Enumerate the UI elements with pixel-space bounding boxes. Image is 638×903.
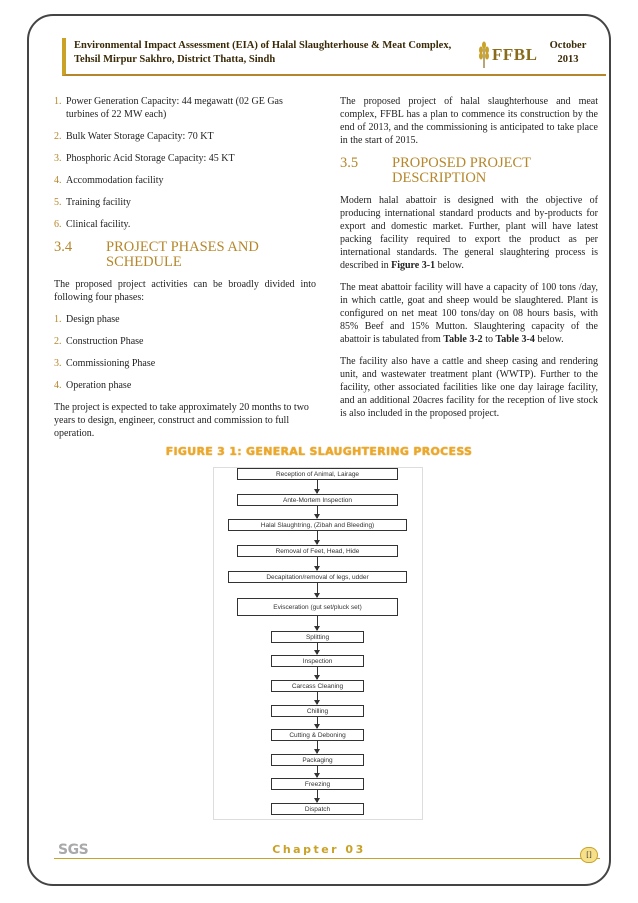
section-3-5-heading xyxy=(340,156,598,186)
figure-title: FIGURE 3 1: GENERAL SLAUGHTERING PROCESS xyxy=(165,445,473,458)
list-number: 2. xyxy=(54,131,62,142)
list-text: Commissioning Phase xyxy=(66,358,156,369)
flow-step: Evisceration (gut set/pluck set) xyxy=(237,598,398,616)
list-item xyxy=(54,357,316,370)
flow-arrow xyxy=(317,692,318,704)
list-text: Bulk Water Storage Capacity: 70 KT xyxy=(66,131,214,142)
list-text: Accommodation facility xyxy=(66,175,164,186)
list-number: 6. xyxy=(54,219,62,230)
phases-intro: The proposed project activities can be broadly divided into following four phases: xyxy=(54,279,316,303)
project-plan-paragraph: The proposed project of halal slaughterhouse and meat complex, FFBL has a plan to commence its construction by the end of 2013, and the commissioning is anticipated to take place in the start of 2015. xyxy=(340,96,598,146)
flow-step: Decapitation/removal of legs, udder xyxy=(228,571,407,583)
list-text: Clinical facility. xyxy=(66,219,131,230)
flow-arrow xyxy=(317,790,318,802)
flow-step: Inspection xyxy=(271,655,364,667)
flow-arrow xyxy=(317,531,318,544)
table-reference-2: Table 3-4 xyxy=(495,334,535,345)
flow-arrow xyxy=(317,643,318,654)
logo-text: FFBL xyxy=(492,45,538,64)
list-number: 3. xyxy=(54,153,62,164)
flow-arrow xyxy=(317,741,318,753)
right-column xyxy=(340,95,598,429)
flow-step: Freezing xyxy=(271,778,364,790)
flow-arrow xyxy=(317,717,318,728)
flow-arrow xyxy=(317,506,318,518)
flow-step: Reception of Animal, Lairage xyxy=(237,468,398,480)
wheat-icon xyxy=(474,41,494,69)
facility-list xyxy=(54,95,316,231)
flow-step: Halal Slaughtring, (Zibah and Bleeding) xyxy=(228,519,407,531)
list-number: 4. xyxy=(54,175,62,186)
list-text: Design phase xyxy=(66,314,120,325)
date-month: October xyxy=(549,40,587,51)
list-item xyxy=(54,218,316,231)
section-number: 3.4 xyxy=(54,239,73,255)
flow-arrow xyxy=(317,583,318,597)
phase-list xyxy=(54,313,316,392)
flow-step: Cutting & Deboning xyxy=(271,729,364,741)
list-text: Operation phase xyxy=(66,380,132,391)
list-item xyxy=(54,152,316,165)
chapter-label: Chapter 03 xyxy=(272,843,366,856)
flow-arrow xyxy=(317,766,318,777)
p3-text: The meat abattoir facility will have a capacity of 100 tons /day, in which cattle, goat and sheep would be slaughtered. Plant is configured on net meat 100 tons/day on 08 hours basis, with 85% Beef and 15% Mutton. Slaughtering capacity of the abattoir is tabulated from xyxy=(340,282,598,345)
list-number: 4. xyxy=(54,380,62,391)
p3-text-mid: to xyxy=(482,334,496,345)
section-3-4-heading xyxy=(54,240,316,270)
flow-arrow xyxy=(317,480,318,493)
list-number: 1. xyxy=(54,314,62,325)
header-date xyxy=(538,39,598,67)
facilities-paragraph: The facility also have a cattle and sheep casing and rendering unit, and wastewater treatment plant (WWTP). Further to the facility, other associated facilities like one day lairage facility, and an additional 20acres facility for the reception of live stock is also included in the proposed project. xyxy=(340,356,598,419)
list-text: Power Generation Capacity: 44 megawatt (02 GE Gas turbines of 22 MW each) xyxy=(66,96,283,120)
list-number: 5. xyxy=(54,197,62,208)
table-reference-1: Table 3-2 xyxy=(443,334,483,345)
list-item xyxy=(54,95,316,121)
flow-step: Dispatch xyxy=(271,803,364,815)
section-title: PROPOSED PROJECT DESCRIPTION xyxy=(392,155,531,186)
list-item xyxy=(54,313,316,326)
p2-text-end: below. xyxy=(435,260,464,271)
ffbl-logo xyxy=(474,40,538,70)
schedule-paragraph: The project is expected to take approximately 20 months to two years to design, engineer, construct and commission to full operation. xyxy=(54,402,309,439)
list-text: Construction Phase xyxy=(66,336,144,347)
list-number: 2. xyxy=(54,336,62,347)
flow-step: Ante-Mortem Inspection xyxy=(237,494,398,506)
capacity-paragraph xyxy=(340,281,598,346)
document-header xyxy=(62,38,606,76)
header-title-line2: Tehsil Mirpur Sakhro, District Thatta, Sindh xyxy=(74,54,276,65)
p2-text: Modern halal abattoir is designed with the objective of producing international standard products and by-products for export and domestic market. Further, plant will have latest packing facility required to export the product as per international standards. The general slaughtering process is described in xyxy=(340,195,598,271)
flow-step: Removal of Feet, Head, Hide xyxy=(237,545,398,557)
list-item xyxy=(54,335,316,348)
list-text: Training facility xyxy=(66,197,131,208)
list-text: Phosphoric Acid Storage Capacity: 45 KT xyxy=(66,153,235,164)
p3-text-end: below. xyxy=(534,334,564,345)
section-title: PROJECT PHASES AND SCHEDULE xyxy=(106,239,259,270)
sgs-logo: SGS xyxy=(58,842,89,858)
page-number: [] xyxy=(580,847,598,863)
header-title-line1: Environmental Impact Assessment (EIA) of Halal Slaughterhouse & Meat Complex, xyxy=(74,40,452,51)
list-number: 1. xyxy=(54,96,62,107)
list-item xyxy=(54,130,316,143)
figure-reference: Figure 3-1 xyxy=(391,260,436,271)
flow-arrow xyxy=(317,667,318,679)
list-item xyxy=(54,379,316,392)
section-number: 3.5 xyxy=(340,155,359,171)
header-title xyxy=(74,39,474,67)
footer-divider xyxy=(54,858,600,859)
left-column xyxy=(54,95,316,449)
flow-arrow xyxy=(317,557,318,570)
flow-step: Splitting xyxy=(271,631,364,643)
list-number: 3. xyxy=(54,358,62,369)
list-item xyxy=(54,174,316,187)
flow-arrow xyxy=(317,616,318,630)
flow-step: Packaging xyxy=(271,754,364,766)
abattoir-description-paragraph xyxy=(340,194,598,272)
flow-step: Chilling xyxy=(271,705,364,717)
flow-step: Carcass Cleaning xyxy=(271,680,364,692)
date-year: 2013 xyxy=(557,54,579,65)
list-item xyxy=(54,196,316,209)
